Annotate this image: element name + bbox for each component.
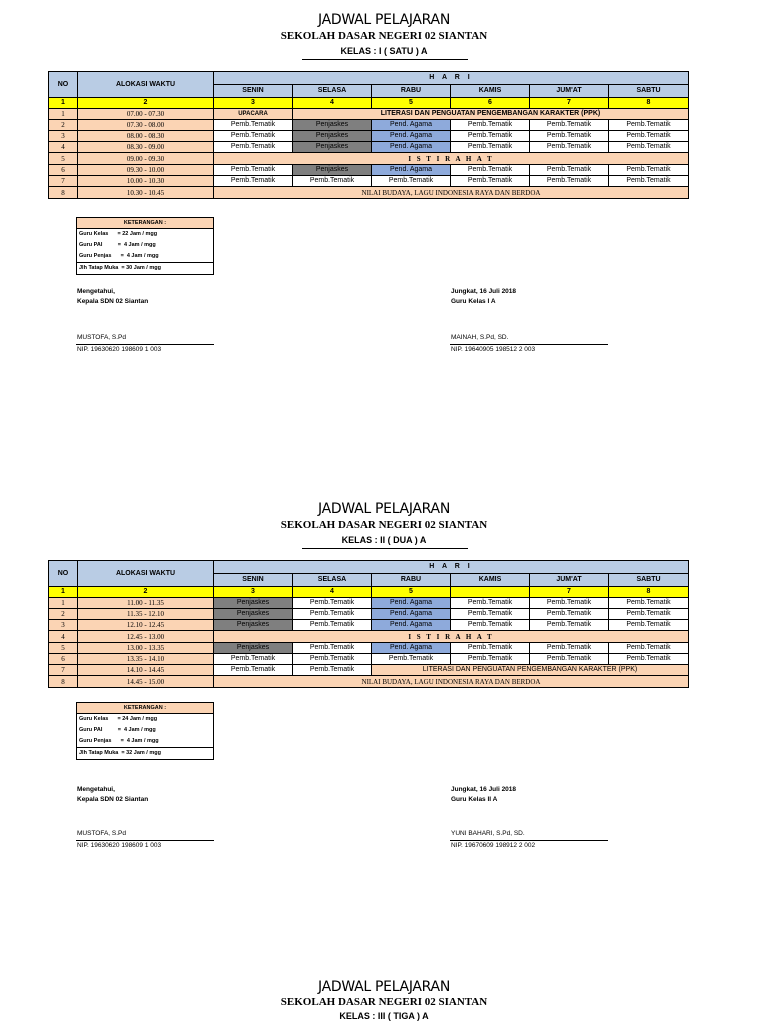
sign-right-top: Jungkat, 16 Juli 2018 [451,786,517,793]
time-slot: 14.45 - 15.00 [78,676,214,688]
sign-right-name: YUNI BAHARI, S.Pd, SD. [451,830,525,837]
subject-cell: Pemb.Tematik [214,120,293,131]
keterangan-item: Guru Kelas = 22 Jam / mgg [79,231,158,237]
time-slot: 11.35 - 12.10 [78,609,214,620]
column-number: 5 [372,587,451,598]
time-slot: 13.35 - 14.10 [78,654,214,665]
keterangan-title: KETERANGAN : [77,703,213,714]
header-day: KAMIS [451,574,530,587]
subject-cell: Pemb.Tematik [609,620,689,631]
subject-cell: Pemb.Tematik [530,598,609,609]
sign-right-name: MAINAH, S.Pd, SD. [451,334,509,341]
subject-cell: Pemb.Tematik [451,609,530,620]
row-number: 1 [49,598,78,609]
time-slot: 07.00 - 07.30 [78,109,214,120]
subject-cell: Pemb.Tematik [214,165,293,176]
column-number: 5 [372,98,451,109]
signature-line [450,840,608,841]
class-underline [302,548,468,549]
subject-cell: Pend. Agama [372,165,451,176]
sign-right-role: Guru Kelas I A [451,298,496,305]
column-number: 8 [609,587,689,598]
subject-cell: Pemb.Tematik [293,620,372,631]
subject-cell: Pemb.Tematik [293,609,372,620]
time-slot: 09.30 - 10.00 [78,165,214,176]
subject-cell: Pemb.Tematik [214,654,293,665]
subject-cell: Pemb.Tematik [451,620,530,631]
subject-cell: Penjaskes [293,142,372,153]
row-number: 4 [49,631,78,643]
column-number: 2 [78,587,214,598]
subject-cell: Pemb.Tematik [530,176,609,187]
row-number: 7 [49,176,78,187]
keterangan-box [76,217,214,275]
school-name: SEKOLAH DASAR NEGERI 02 SIANTAN [280,519,488,531]
column-number: 6 [451,98,530,109]
row-number: 7 [49,665,78,676]
time-slot: 07.30 - 08.00 [78,120,214,131]
subject-cell: Pemb.Tematik [372,176,451,187]
subject-cell: Pemb.Tematik [451,165,530,176]
sign-right-nip: NIP. 19640905 198512 2 003 [451,346,536,353]
istirahat-cell: I S T I R A H A T [214,631,689,643]
subject-cell: Penjaskes [293,120,372,131]
nilai-budaya-cell: NILAI BUDAYA, LAGU INDONESIA RAYA DAN BERDOA [214,676,689,688]
subject-cell: Pemb.Tematik [609,654,689,665]
subject-cell: Pemb.Tematik [609,142,689,153]
subject-cell: Pemb.Tematik [214,131,293,142]
subject-cell: Pemb.Tematik [451,176,530,187]
subject-cell: Pemb.Tematik [451,142,530,153]
subject-cell: Pemb.Tematik [609,165,689,176]
subject-cell: Pemb.Tematik [609,176,689,187]
header-day: RABU [372,574,451,587]
sign-left-role: Kepala SDN 02 Siantan [77,796,149,803]
subject-cell: Pemb.Tematik [609,120,689,131]
subject-cell: Penjaskes [214,598,293,609]
header-day: SENIN [214,574,293,587]
header-hari: H A R I [214,72,689,85]
subject-cell: Penjaskes [293,165,372,176]
column-number: 8 [609,98,689,109]
keterangan-item: Guru Penjas = 4 Jam / mgg [79,738,159,744]
subject-cell: Pemb.Tematik [530,643,609,654]
header-day: SELASA [293,574,372,587]
row-number: 4 [49,142,78,153]
row-number: 3 [49,131,78,142]
sign-right-nip: NIP. 19670609 198912 2 002 [451,842,536,849]
header-day: RABU [372,85,451,98]
subject-cell: Pemb.Tematik [530,609,609,620]
keterangan-title: KETERANGAN : [77,218,213,229]
header-day: SENIN [214,85,293,98]
ppk-cell: LITERASI DAN PENGUATAN PENGEMBANGAN KARAKTER (PPK) [372,665,689,676]
school-name: SEKOLAH DASAR NEGERI 02 SIANTAN [280,996,488,1008]
subject-cell: Pemb.Tematik [609,598,689,609]
time-slot: 12.45 - 13.00 [78,631,214,643]
istirahat-cell: I S T I R A H A T [214,153,689,165]
time-slot: 10.30 - 10.45 [78,187,214,199]
ppk-cell: LITERASI DAN PENGUATAN PENGEMBANGAN KARAKTER (PPK) [293,109,689,120]
column-number: 4 [293,98,372,109]
subject-cell: Pemb.Tematik [530,654,609,665]
schedule-table [48,560,689,688]
sign-left-top: Mengetahui, [77,288,115,295]
time-slot: 08.30 - 09.00 [78,142,214,153]
header-day: SELASA [293,85,372,98]
row-number: 6 [49,165,78,176]
subject-cell: Pemb.Tematik [451,120,530,131]
signature-line [76,344,214,345]
row-number: 3 [49,620,78,631]
row-number: 5 [49,643,78,654]
subject-cell: Pemb.Tematik [609,609,689,620]
nilai-budaya-cell: NILAI BUDAYA, LAGU INDONESIA RAYA DAN BERDOA [214,187,689,199]
keterangan-item: Guru PAI = 4 Jam / mgg [79,242,156,248]
subject-cell: Pemb.Tematik [293,665,372,676]
subject-cell: Pemb.Tematik [530,131,609,142]
row-number: 6 [49,654,78,665]
subject-cell: Pemb.Tematik [530,120,609,131]
keterangan-total: Jlh Tatap Muka = 32 Jam / mgg [77,747,213,759]
header-hari: H A R I [214,561,689,574]
sign-left-nip: NIP. 19630620 198609 1 003 [77,346,162,353]
header-alokasi-waktu: ALOKASI WAKTU [78,72,214,98]
column-number [451,587,530,598]
sign-left-top: Mengetahui, [77,786,115,793]
class-label: KELAS : II ( DUA ) A [341,535,427,545]
time-slot: 13.00 - 13.35 [78,643,214,654]
subject-cell: Pemb.Tematik [293,643,372,654]
header-day: JUM'AT [530,574,609,587]
column-number: 7 [530,98,609,109]
header-no: NO [49,561,78,587]
subject-cell: Pemb.Tematik [609,131,689,142]
sign-left-name: MUSTOFA, S.Pd [77,830,127,837]
sign-left-nip: NIP. 19630620 198609 1 003 [77,842,162,849]
header-day: JUM'AT [530,85,609,98]
subject-cell: Penjaskes [214,620,293,631]
sign-right-role: Guru Kelas II A [451,796,498,803]
sign-right-top: Jungkat, 16 Juli 2018 [451,288,517,295]
column-number: 7 [530,587,609,598]
row-number: 8 [49,676,78,688]
subject-cell: Pemb.Tematik [293,176,372,187]
column-number: 3 [214,587,293,598]
subject-cell: Pemb.Tematik [530,165,609,176]
page-title: JADWAL PELAJARAN [317,501,450,517]
upacara-cell: UPACARA [214,109,293,120]
subject-cell: Pend. Agama [372,609,451,620]
row-number: 1 [49,109,78,120]
time-slot: 12.10 - 12.45 [78,620,214,631]
column-number: 4 [293,587,372,598]
class-underline [302,59,468,60]
keterangan-item: Guru Penjas = 4 Jam / mgg [79,253,159,259]
subject-cell: Pemb.Tematik [609,643,689,654]
subject-cell: Pend. Agama [372,120,451,131]
subject-cell: Pemb.Tematik [451,654,530,665]
subject-cell: Penjaskes [214,643,293,654]
header-no: NO [49,72,78,98]
keterangan-box [76,702,214,760]
time-slot: 14.10 - 14.45 [78,665,214,676]
header-alokasi-waktu: ALOKASI WAKTU [78,561,214,587]
column-number: 1 [49,98,78,109]
subject-cell: Pemb.Tematik [451,643,530,654]
page-title: JADWAL PELAJARAN [317,979,450,995]
keterangan-item: Guru PAI = 4 Jam / mgg [79,727,156,733]
subject-cell: Pemb.Tematik [451,131,530,142]
schedule-table [48,71,689,199]
sign-left-name: MUSTOFA, S.Pd [77,334,127,341]
school-name: SEKOLAH DASAR NEGERI 02 SIANTAN [280,30,488,42]
subject-cell: Penjaskes [293,131,372,142]
time-slot: 09.00 - 09.30 [78,153,214,165]
column-number: 3 [214,98,293,109]
keterangan-total: Jlh Tatap Muka = 30 Jam / mgg [77,262,213,274]
subject-cell: Pemb.Tematik [530,142,609,153]
column-number: 2 [78,98,214,109]
subject-cell: Pend. Agama [372,142,451,153]
row-number: 2 [49,609,78,620]
header-day: KAMIS [451,85,530,98]
row-number: 2 [49,120,78,131]
subject-cell: Pemb.Tematik [293,598,372,609]
sign-left-role: Kepala SDN 02 Siantan [77,298,149,305]
subject-cell: Pemb.Tematik [451,598,530,609]
subject-cell: Pend. Agama [372,643,451,654]
subject-cell: Pemb.Tematik [530,620,609,631]
header-day: SABTU [609,574,689,587]
header-day: SABTU [609,85,689,98]
time-slot: 11.00 - 11.35 [78,598,214,609]
time-slot: 08.00 - 08.30 [78,131,214,142]
row-number: 5 [49,153,78,165]
subject-cell: Pend. Agama [372,620,451,631]
signature-line [450,344,608,345]
page-title: JADWAL PELAJARAN [317,12,450,28]
subject-cell: Pemb.Tematik [214,142,293,153]
time-slot: 10.00 - 10.30 [78,176,214,187]
subject-cell: Pemb.Tematik [214,176,293,187]
column-number: 1 [49,587,78,598]
subject-cell: Pemb.Tematik [214,665,293,676]
signature-line [76,840,214,841]
subject-cell: Pend. Agama [372,131,451,142]
keterangan-item: Guru Kelas = 24 Jam / mgg [79,716,158,722]
subject-cell: Penjaskes [214,609,293,620]
subject-cell: Pemb.Tematik [293,654,372,665]
subject-cell: Pend. Agama [372,598,451,609]
row-number: 8 [49,187,78,199]
class-label: KELAS : I ( SATU ) A [340,46,428,56]
class-label: KELAS : III ( TIGA ) A [339,1011,429,1021]
subject-cell: Pemb.Tematik [372,654,451,665]
